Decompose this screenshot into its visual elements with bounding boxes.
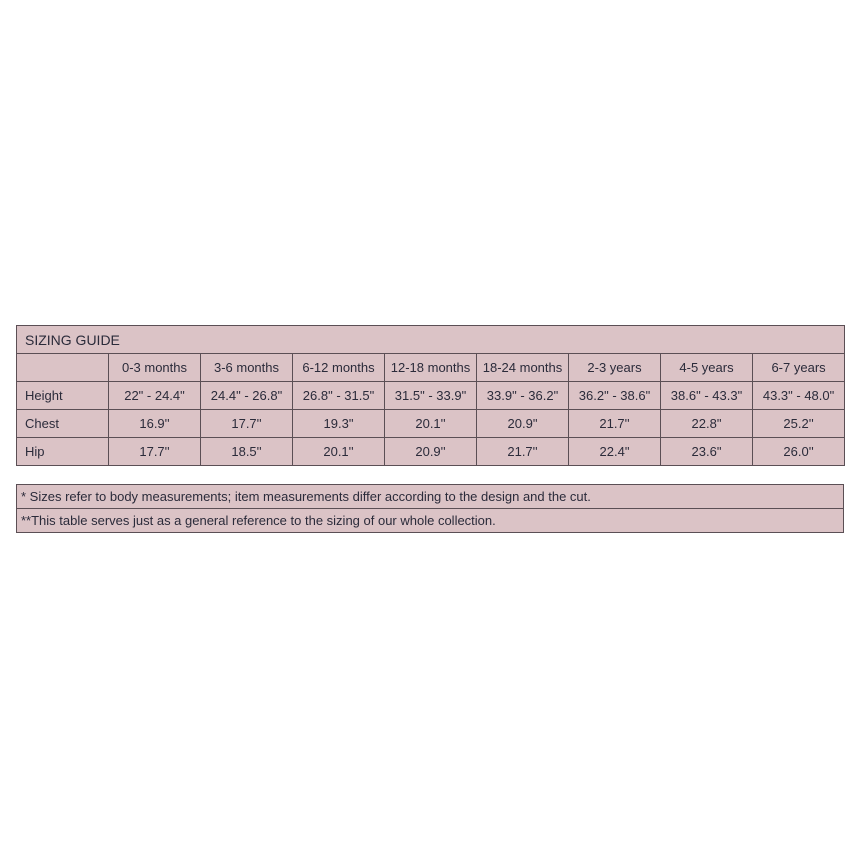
table-cell: 33.9" - 36.2"	[477, 382, 569, 410]
table-cell: 25.2''	[753, 410, 845, 438]
column-header: 0-3 months	[109, 354, 201, 382]
title-row	[17, 326, 845, 354]
table-cell: 23.6"	[661, 438, 753, 466]
table-row-height	[17, 382, 845, 410]
table-cell: 22.4"	[569, 438, 661, 466]
column-header: 18-24 months	[477, 354, 569, 382]
table-cell: 18.5''	[201, 438, 293, 466]
column-header: 12-18 months	[385, 354, 477, 382]
column-header: 2-3 years	[569, 354, 661, 382]
table-cell: 26.0''	[753, 438, 845, 466]
note-body-measurements: * Sizes refer to body measurements; item measurements differ according to the design and the cut.	[17, 485, 844, 509]
row-label: Height	[17, 382, 109, 410]
note-general-reference: **This table serves just as a general reference to the sizing of our whole collection.	[17, 509, 844, 533]
table-cell: 36.2" - 38.6"	[569, 382, 661, 410]
table-cell: 17.7''	[109, 438, 201, 466]
column-header: 3-6 months	[201, 354, 293, 382]
table-cell: 20.9''	[385, 438, 477, 466]
notes-table	[16, 484, 844, 533]
note-row	[17, 485, 844, 509]
header-row	[17, 354, 845, 382]
corner-cell	[17, 354, 109, 382]
table-cell: 38.6" - 43.3"	[661, 382, 753, 410]
table-cell: 21.7''	[569, 410, 661, 438]
table-cell: 17.7''	[201, 410, 293, 438]
table-cell: 19.3"	[293, 410, 385, 438]
column-header: 4-5 years	[661, 354, 753, 382]
column-header: 6-7 years	[753, 354, 845, 382]
table-row-chest	[17, 410, 845, 438]
table-cell: 31.5" - 33.9"	[385, 382, 477, 410]
table-title: SIZING GUIDE	[17, 326, 845, 354]
note-row	[17, 509, 844, 533]
sizing-guide-table	[16, 325, 845, 466]
column-header: 6-12 months	[293, 354, 385, 382]
row-label: Chest	[17, 410, 109, 438]
table-cell: 20.1''	[385, 410, 477, 438]
table-cell: 26.8" - 31.5"	[293, 382, 385, 410]
table-cell: 22" - 24.4"	[109, 382, 201, 410]
table-cell: 20.1''	[293, 438, 385, 466]
table-row-hip	[17, 438, 845, 466]
table-cell: 43.3" - 48.0"	[753, 382, 845, 410]
table-cell: 20.9"	[477, 410, 569, 438]
row-label: Hip	[17, 438, 109, 466]
table-cell: 24.4" - 26.8"	[201, 382, 293, 410]
table-cell: 21.7''	[477, 438, 569, 466]
table-cell: 22.8"	[661, 410, 753, 438]
table-cell: 16.9''	[109, 410, 201, 438]
